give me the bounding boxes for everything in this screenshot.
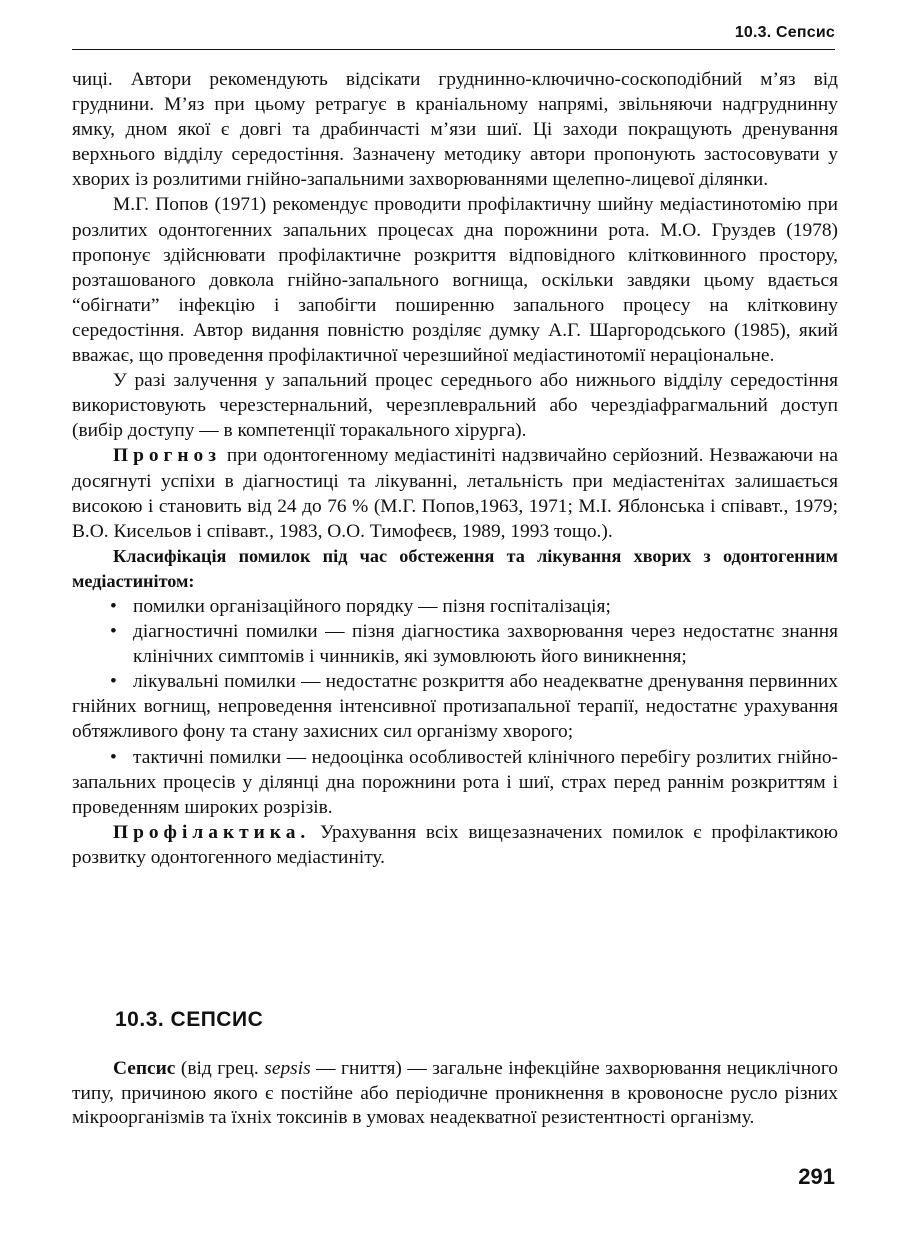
prognosis-text: при одонтогенному медіастиніті надзвичайно серйозний. Незважаючи на досягнуті успіхи в діагностиці та лікуванні, летальність при медіастенітах залишається високою і становить від 24 до 76 % (М.Г. Попов,1963, 1971; М.І. Яблонська і співавт., 1979; В.О. Кисельов і співавт., 1983, О.О. Тимофеєв, 1989, 1993 тощо.). [72, 445, 838, 542]
bullet-icon: • [110, 595, 117, 617]
prognosis-term: Прогноз [113, 445, 222, 467]
page-number: 291 [798, 1164, 835, 1189]
paragraph-popov: М.Г. Попов (1971) рекомендує проводити профілактичну шийну медіастинотомію при розлитих одонтогенних запальних процесах дна порожнини рота. М.О. Груздев (1978) пропонує здійснювати профілактичне розкриття відповідного клітковинного простору, розташованого довкола гнійно-запального вогнища, оскільки завдяки цьому вдається “обігнати” інфекцію і запобігти поширенню запального процесу на клітковину середостіння. Автор видання повністю розділяє думку А.Г. Шаргородського (1985), який вважає, що проведення профілактичної черезшийної медіастинотомії нераціональне. [72, 194, 838, 367]
sepsis-latin: sepsis [264, 1058, 311, 1079]
classification-title: Класифікація помилок під час обстеження та лікування хворих з одонтогенним медіастинітом: [72, 545, 838, 591]
paragraph-access: У разі залучення у запальний процес середнього або нижнього відділу середостіння використовують черезстернальний, черезплевральний або черездіафрагмальний доступ (вибір доступу — в компетенції торакального хірурга). [72, 370, 838, 442]
paragraph-prognosis [72, 443, 838, 543]
main-text [72, 67, 838, 870]
list-item: • помилки організаційного порядку — пізня госпіталізація; [72, 594, 838, 619]
bullet-icon: • [110, 621, 117, 643]
sepsis-definition: Сепсис (від грец. sepsis — гниття) — загальне інфекційне захворювання нециклічного типу, причиною якого є постійне або періодичне проникнення в кровоносне русло різних мікроорганізмів та їхніх токсинів в умовах неадекватної резистентності організму. [72, 1058, 838, 1129]
list-item: • лікувальні помилки — недостатнє розкриття або неадекватне дренування первинних гнійних вогнищ, непроведення інтенсивної протизапальної терапії, недостатнє урахування обтяжливого фону та стану захисних сил організму хворого; [72, 671, 838, 743]
header-rule [72, 49, 835, 50]
prevention-text: Урахування всіх вищезазначених помилок є профілактикою розвитку одонтогенного медіастиніту. [72, 821, 838, 868]
list-item: • діагностичні помилки — пізня діагностика захворювання через недостатнє знання клінічних симптомів і чинників, які зумовлюють його виникнення; [110, 621, 838, 668]
error-list [72, 594, 838, 820]
list-item: • тактичні помилки — недооцінка особливостей клінічного перебігу розлитих гнійно-запальних процесів у ділянці дна порожнини рота і шиї, страх перед раннім розкриттям і проведенням широких розрізів. [72, 746, 838, 818]
prevention-term: Профілактика. [113, 821, 311, 843]
section-heading: 10.3. СЕПСИС [115, 1008, 264, 1031]
section-text [72, 1057, 838, 1131]
bullet-icon: • [110, 671, 117, 693]
paragraph-prevention [72, 820, 838, 870]
bullet-icon: • [110, 746, 117, 768]
running-header: 10.3. Сепсис [734, 24, 835, 41]
paragraph-continuation: чиці. Автори рекомендують відсікати груднинно-ключично-соскоподібний м’яз від груднини. М’яз при цьому ретрагує в краніальному напрямі, звільняючи надгруднинну ямку, дном якої є довгі та драбинчасті м’язи шиї. Ці заходи покращують дренування верхнього відділу середостіння. Зазначену методику автори пропонують застосовувати у хворих із розлитими гнійно-запальними захворюваннями щелепно-лицевої ділянки. [72, 69, 838, 191]
sepsis-term: Сепсис [113, 1058, 176, 1079]
